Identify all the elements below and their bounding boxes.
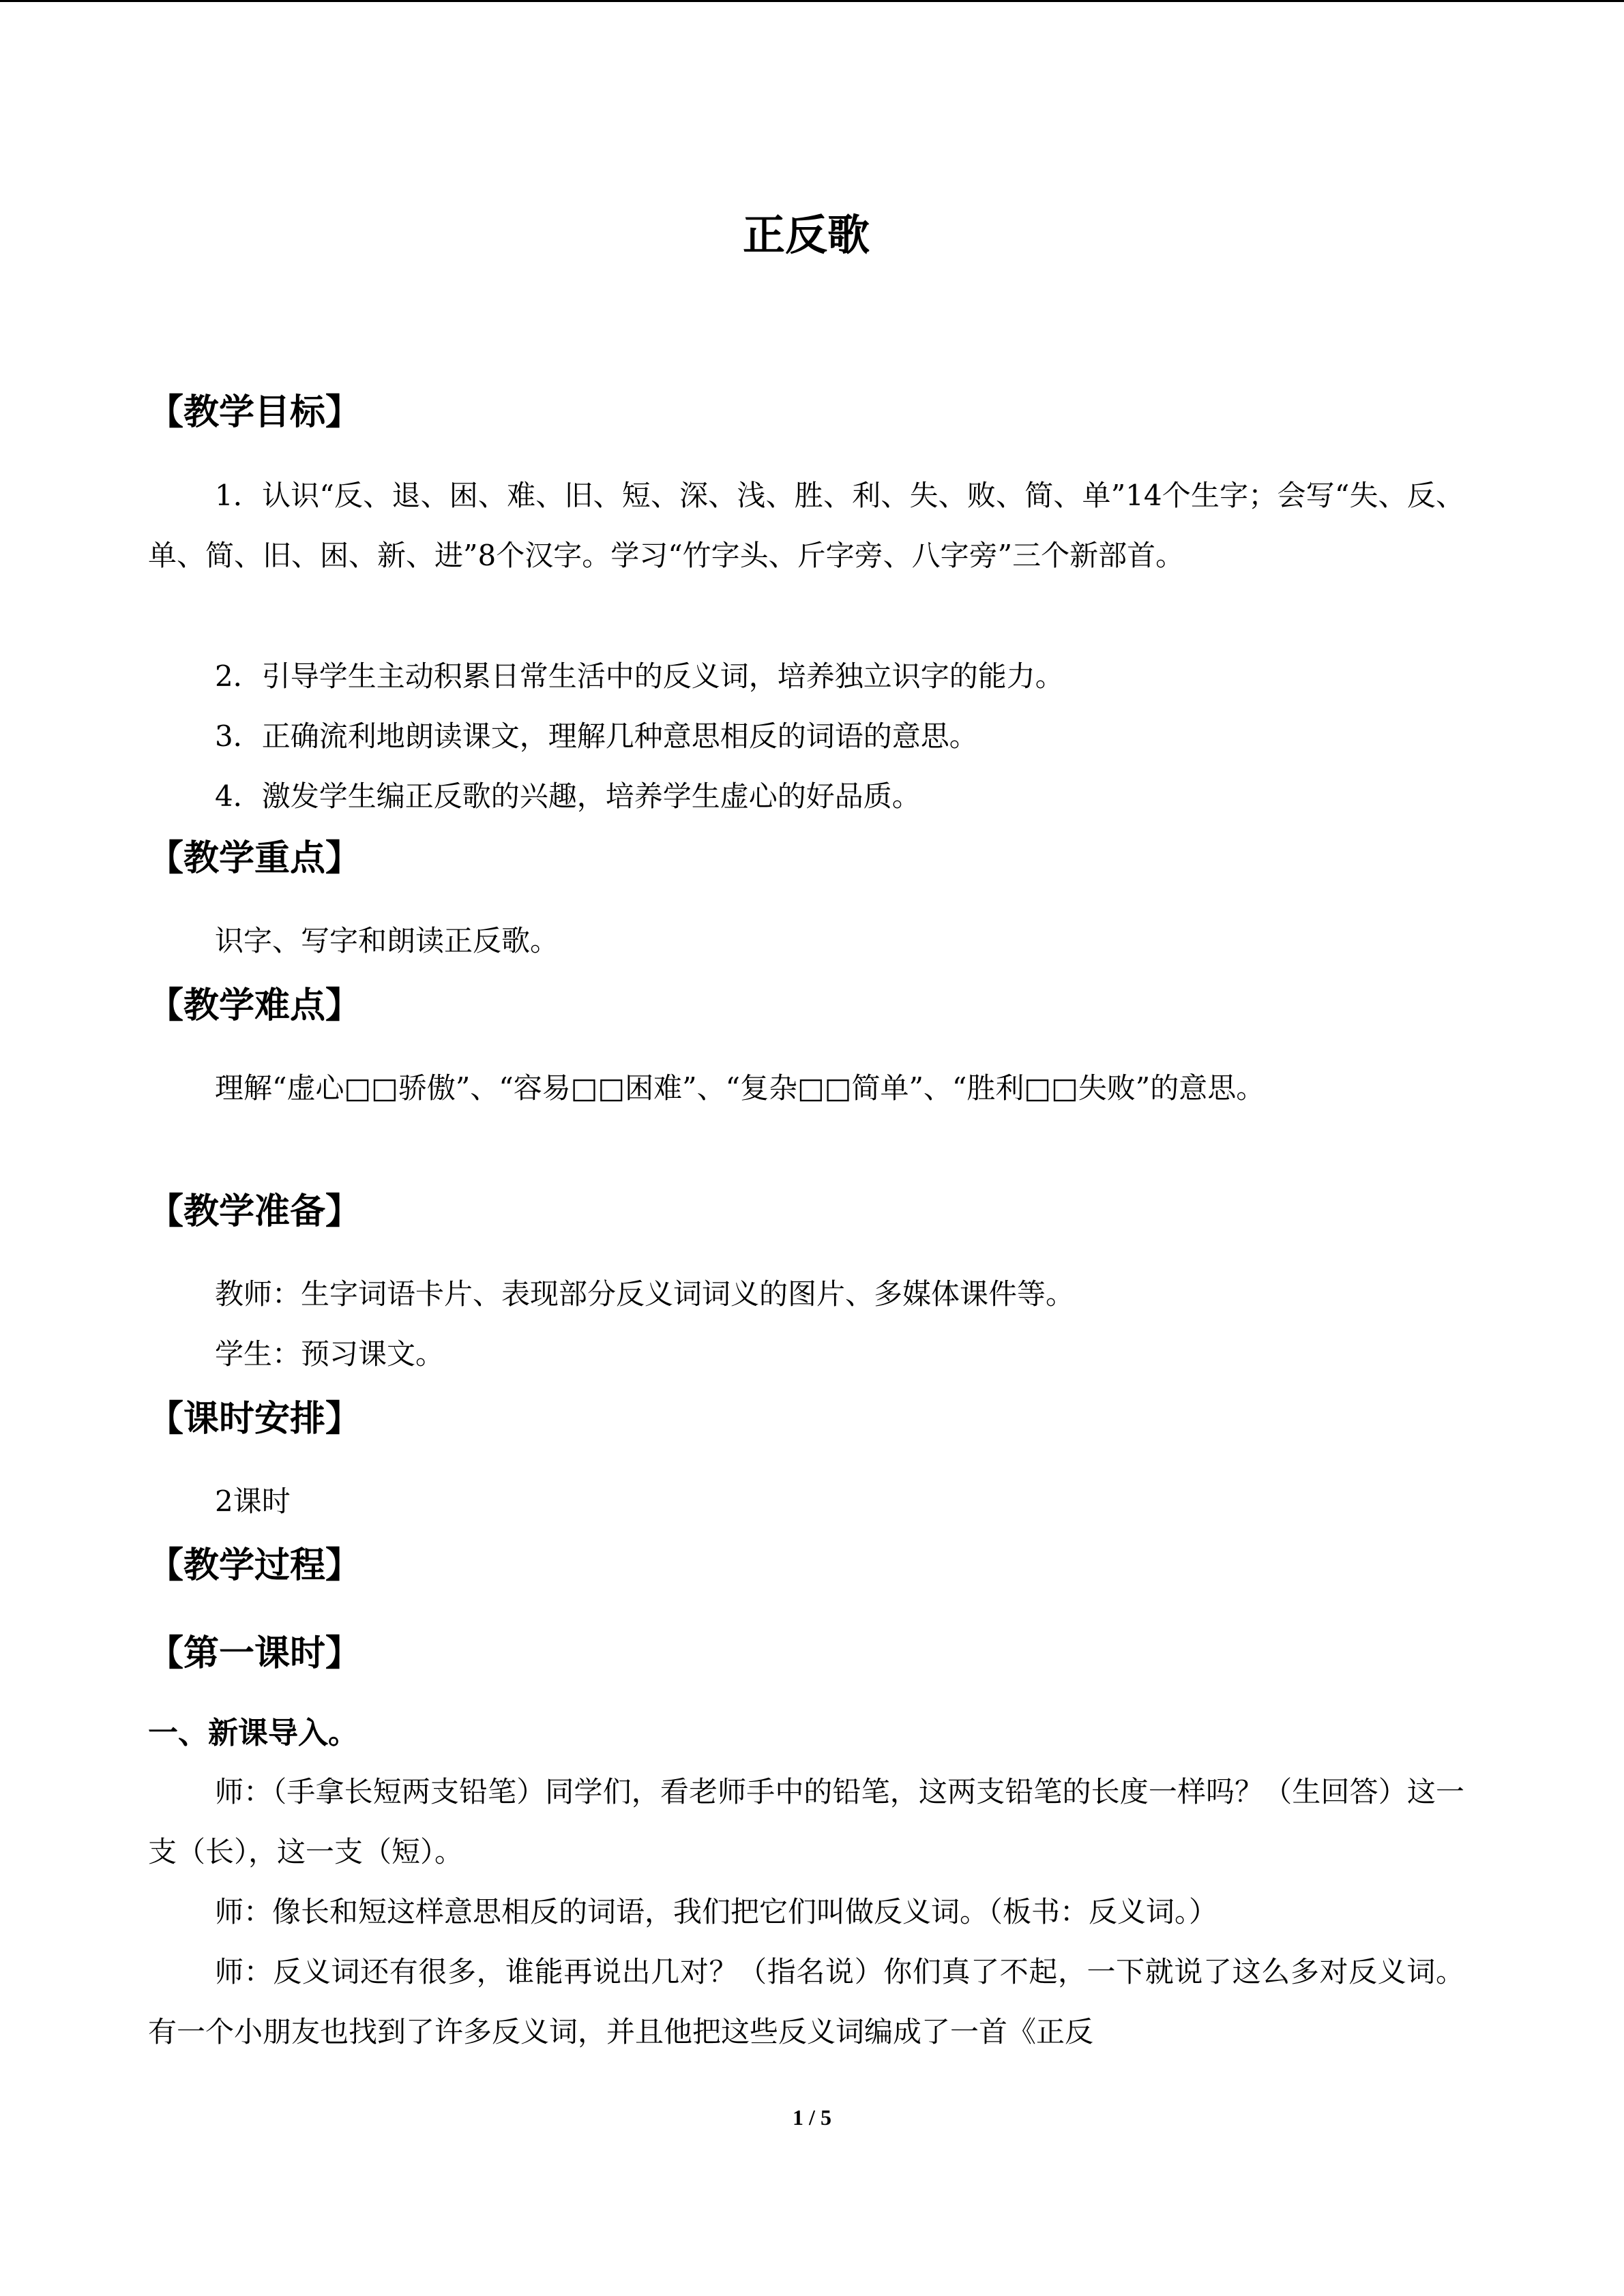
- objective-4: 4．激发学生编正反歌的兴趣，培养学生虚心的好品质。: [215, 779, 921, 813]
- section-title: 一、新课导入。: [148, 1716, 358, 1750]
- page-title: 正反歌: [742, 210, 870, 260]
- heading-difficulties: 【教学难点】: [148, 985, 361, 1026]
- objective-3: 3．正确流利地朗读课文，理解几种意思相反的词语的意思。: [215, 719, 978, 753]
- heading-lesson-1: 【第一课时】: [148, 1633, 361, 1674]
- key-points-text: 识字、写字和朗读正反歌。: [215, 924, 559, 957]
- heading-preparation: 【教学准备】: [148, 1191, 361, 1232]
- difficulties-text: 理解“虚心□□骄傲”、“容易□□困难”、“复杂□□简单”、“胜利□□失败”的意思。: [215, 1071, 1265, 1105]
- schedule-text: 2课时: [215, 1485, 291, 1518]
- lesson-para-1: 师：（手拿长短两支铅笔）同学们，看老师手中的铅笔，这两支铅笔的长度一样吗？（生回答）这一支（长），这一支（短）。: [148, 1775, 1464, 1868]
- preparation-teacher: 教师：生字词语卡片、表现部分反义词词义的图片、多媒体课件等。: [215, 1277, 1075, 1311]
- page-number: 1 / 5: [793, 2105, 831, 2130]
- heading-key-points: 【教学重点】: [148, 838, 361, 879]
- objective-2: 2．引导学生主动积累日常生活中的反义词，培养独立识字的能力。: [215, 659, 1064, 693]
- heading-schedule: 【课时安排】: [148, 1399, 361, 1440]
- preparation-student: 学生：预习课文。: [215, 1337, 445, 1371]
- lesson-para-2: 师：像长和短这样意思相反的词语，我们把它们叫做反义词。（板书：反义词。）: [215, 1895, 1218, 1928]
- heading-objectives: 【教学目标】: [148, 392, 361, 433]
- lesson-para-3: 师：反义词还有很多，谁能再说出几对？（指名说）你们真了不起，一下就说了这么多对反义词。有一个小朋友也找到了许多反义词，并且他把这些反义词编成了一首《正反: [148, 1955, 1464, 2048]
- heading-process: 【教学过程】: [148, 1545, 361, 1586]
- objective-1: 1．认识“反、退、困、难、旧、短、深、浅、胜、利、失、败、简、单”14个生字；会写“失、反、单、简、旧、困、新、进”8个汉字。学习“竹字头、斤字旁、八字旁”三个新部首。: [148, 479, 1464, 572]
- page-top-border: [0, 0, 1624, 2]
